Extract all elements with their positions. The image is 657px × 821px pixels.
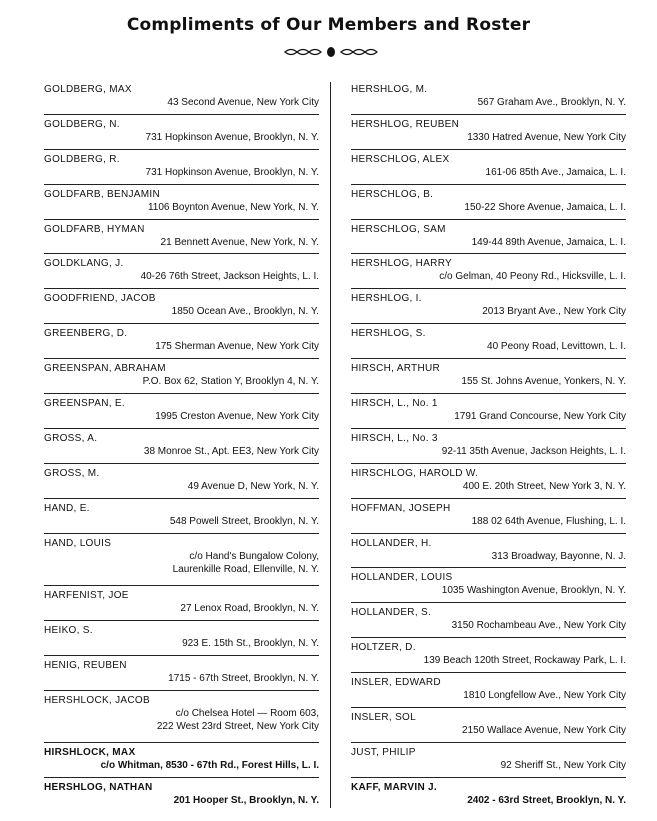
member-name: HOLLANDER, S. [351, 607, 432, 619]
roster-entry [351, 256, 626, 291]
roster-entry [44, 326, 319, 361]
roster-entry [44, 745, 319, 780]
roster-entry [351, 501, 626, 536]
member-address: 731 Hopkinson Avenue, Brooklyn, N. Y. [145, 166, 319, 178]
member-name: HAND, LOUIS [44, 537, 112, 549]
member-address: 38 Monroe St., Apt. EE3, New York City [143, 445, 319, 457]
member-name: HERSHLOG, REUBEN [351, 118, 460, 130]
member-address: 201 Hooper St., Brooklyn, N. Y. [173, 794, 319, 806]
member-address: 49 Avenue D, New York, N. Y. [187, 480, 319, 492]
right-roster-column [351, 82, 626, 815]
member-name: GOLDBERG, MAX [44, 84, 132, 95]
left-roster-column [44, 82, 319, 815]
roster-entry [44, 588, 319, 623]
roster-entry [351, 536, 626, 571]
member-name: HIRSCHLOG, HAROLD W. [351, 467, 479, 479]
roster-entry [44, 431, 319, 466]
page-title: Compliments of Our Members and Roster [126, 15, 531, 35]
member-address: 43 Second Avenue, New York City [167, 97, 319, 108]
member-address: 139 Beach 120th Street, Rockaway Park, L. I. [423, 655, 626, 667]
roster-entry [351, 466, 626, 501]
roster-entry [351, 396, 626, 431]
member-name: HOFFMAN, JOSEPH [351, 502, 451, 514]
member-address: 1035 Washington Avenue, Brooklyn, N. Y. [441, 585, 626, 597]
roster-entry [351, 326, 626, 361]
member-name: GROSS, M. [44, 467, 100, 479]
roster-entry [351, 431, 626, 466]
member-name: GREENSPAN, ABRAHAM [44, 363, 166, 375]
member-name: HENIG, REUBEN [44, 659, 127, 671]
member-address: 175 Sherman Avenue, New York City [155, 341, 319, 353]
member-address: 313 Broadway, Bayonne, N. J. [491, 550, 626, 562]
member-address: 92 Sheriff St., New York City [500, 759, 626, 771]
member-name: HERSHLOG, S. [351, 328, 426, 340]
roster-entry [351, 570, 626, 605]
roster-entry [351, 780, 626, 815]
member-name: JUST, PHILIP [351, 746, 416, 758]
member-name: GOODFRIEND, JACOB [44, 293, 156, 305]
member-address: P.O. Box 62, Station Y, Brooklyn 4, N. Y. [142, 376, 319, 388]
member-name: HOLTZER, D. [351, 642, 416, 654]
member-name: GOLDBERG, R. [44, 153, 120, 165]
member-name: GROSS, A. [44, 432, 98, 444]
member-address: 27 Lenox Road, Brooklyn, N. Y. [180, 602, 319, 614]
member-address: 400 E. 20th Street, New York 3, N. Y. [462, 480, 626, 492]
member-name: INSLER, SOL [351, 712, 416, 724]
member-address: 40-26 76th Street, Jackson Heights, L. I. [140, 271, 319, 283]
member-address: 161-06 85th Ave., Jamaica, L. I. [485, 166, 626, 178]
member-address: 155 St. Johns Avenue, Yonkers, N. Y. [461, 376, 626, 388]
roster-entry [351, 187, 626, 222]
member-address: 1810 Longfellow Ave., New York City [463, 690, 626, 702]
roster-entry [351, 222, 626, 257]
roster-entry [44, 536, 319, 588]
roster-entry [44, 117, 319, 152]
member-name: HERSCHLOG, ALEX [351, 153, 450, 165]
roster-entry [44, 501, 319, 536]
member-address: 923 E. 15th St., Brooklyn, N. Y. [182, 637, 319, 649]
member-name: GOLDFARB, BENJAMIN [44, 188, 160, 200]
roster-entry [44, 82, 319, 117]
member-name: HERSCHLOG, SAM [351, 223, 446, 235]
member-address: c/o Hand's Bungalow Colony, [189, 550, 319, 562]
member-name: HERSHLOG, I. [351, 293, 422, 305]
member-address: 92-11 35th Avenue, Jackson Heights, L. I. [441, 445, 626, 457]
roster-entry [44, 396, 319, 431]
roster-entry [351, 745, 626, 780]
member-address: 21 Bennett Avenue, New York, N. Y. [160, 236, 319, 248]
member-address: c/o Whitman, 8530 - 67th Rd., Forest Hills, L. I. [100, 760, 319, 772]
roster-entry [351, 361, 626, 396]
member-name: HEIKO, S. [44, 624, 93, 636]
roster-entry [44, 187, 319, 222]
roster-entry [44, 623, 319, 658]
member-address: 222 West 23rd Street, New York City [156, 720, 319, 732]
member-name: HIRSCH, L., No. 1 [351, 398, 438, 410]
roster-entry [351, 152, 626, 187]
member-address: 1330 Hatred Avenue, New York City [467, 131, 626, 143]
member-name: HOLLANDER, LOUIS [351, 572, 453, 584]
member-name: GOLDFARB, HYMAN [44, 223, 145, 235]
roster-entry [351, 82, 626, 117]
member-address: 2402 - 63rd Street, Brooklyn, N. Y. [467, 794, 626, 806]
member-address: 1715 - 67th Street, Brooklyn, N. Y. [168, 672, 319, 684]
member-name: HERSHLOG, NATHAN [44, 781, 153, 793]
member-address: c/o Gelman, 40 Peony Rd., Hicksville, L. I. [439, 271, 626, 283]
member-name: HARFENIST, JOE [44, 589, 129, 601]
member-name: HIRSHLOCK, MAX [44, 747, 136, 759]
member-address: 149-44 89th Avenue, Jamaica, L. I. [471, 236, 626, 248]
member-address: Laurenkille Road, Ellenville, N. Y. [172, 563, 319, 575]
member-name: KAFF, MARVIN J. [351, 781, 437, 793]
member-name: HAND, E. [44, 502, 90, 514]
roster-entry [44, 658, 319, 693]
roster-entry [44, 291, 319, 326]
member-name: HOLLANDER, H. [351, 537, 432, 549]
member-name: HIRSCH, L., No. 3 [351, 432, 438, 444]
member-address: 40 Peony Road, Levittown, L. I. [487, 341, 626, 353]
member-address: 1850 Ocean Ave., Brooklyn, N. Y. [171, 306, 319, 318]
member-name: GOLDBERG, N. [44, 118, 120, 130]
member-name: HIRSCH, ARTHUR [351, 363, 441, 375]
member-address: 150-22 Shore Avenue, Jamaica, L. I. [464, 201, 626, 213]
member-address: 567 Graham Ave., Brooklyn, N. Y. [477, 97, 626, 108]
member-name: HERSHLOG, HARRY [351, 258, 453, 270]
roster-entry [44, 780, 319, 815]
member-address: 731 Hopkinson Avenue, Brooklyn, N. Y. [145, 131, 319, 143]
roster-entry [44, 256, 319, 291]
roster-entry [351, 291, 626, 326]
member-address: 188 02 64th Avenue, Flushing, L. I. [471, 515, 626, 527]
member-address: 548 Powell Street, Brooklyn, N. Y. [169, 515, 319, 527]
column-divider [330, 82, 331, 808]
ornament-divider-icon [283, 46, 379, 58]
member-name: GREENSPAN, E. [44, 398, 125, 410]
member-address: 2150 Wallace Avenue, New York City [462, 725, 626, 737]
roster-entry [351, 605, 626, 640]
roster-entry [44, 222, 319, 257]
member-name: HERSCHLOG, B. [351, 188, 434, 200]
roster-entry [351, 710, 626, 745]
roster-entry [44, 466, 319, 501]
member-name: GOLDKLANG, J. [44, 258, 124, 270]
member-address: 1106 Boynton Avenue, New York, N. Y. [147, 201, 319, 213]
roster-entry [351, 117, 626, 152]
roster-entry [351, 675, 626, 710]
member-name: HERSHLOCK, JACOB [44, 694, 150, 706]
member-address: 2013 Bryant Ave., New York City [482, 306, 626, 318]
roster-entry [44, 693, 319, 745]
member-address: 3150 Rochambeau Ave., New York City [451, 620, 626, 632]
roster-entry [44, 152, 319, 187]
member-address: 1791 Grand Concourse, New York City [454, 411, 626, 423]
roster-entry [44, 361, 319, 396]
roster-entry [351, 640, 626, 675]
member-address: c/o Chelsea Hotel — Room 603, [175, 707, 319, 719]
member-name: INSLER, EDWARD [351, 677, 441, 689]
member-name: HERSHLOG, M. [351, 84, 428, 95]
member-address: 1995 Creston Avenue, New York City [155, 411, 319, 423]
member-name: GREENBERG, D. [44, 328, 128, 340]
